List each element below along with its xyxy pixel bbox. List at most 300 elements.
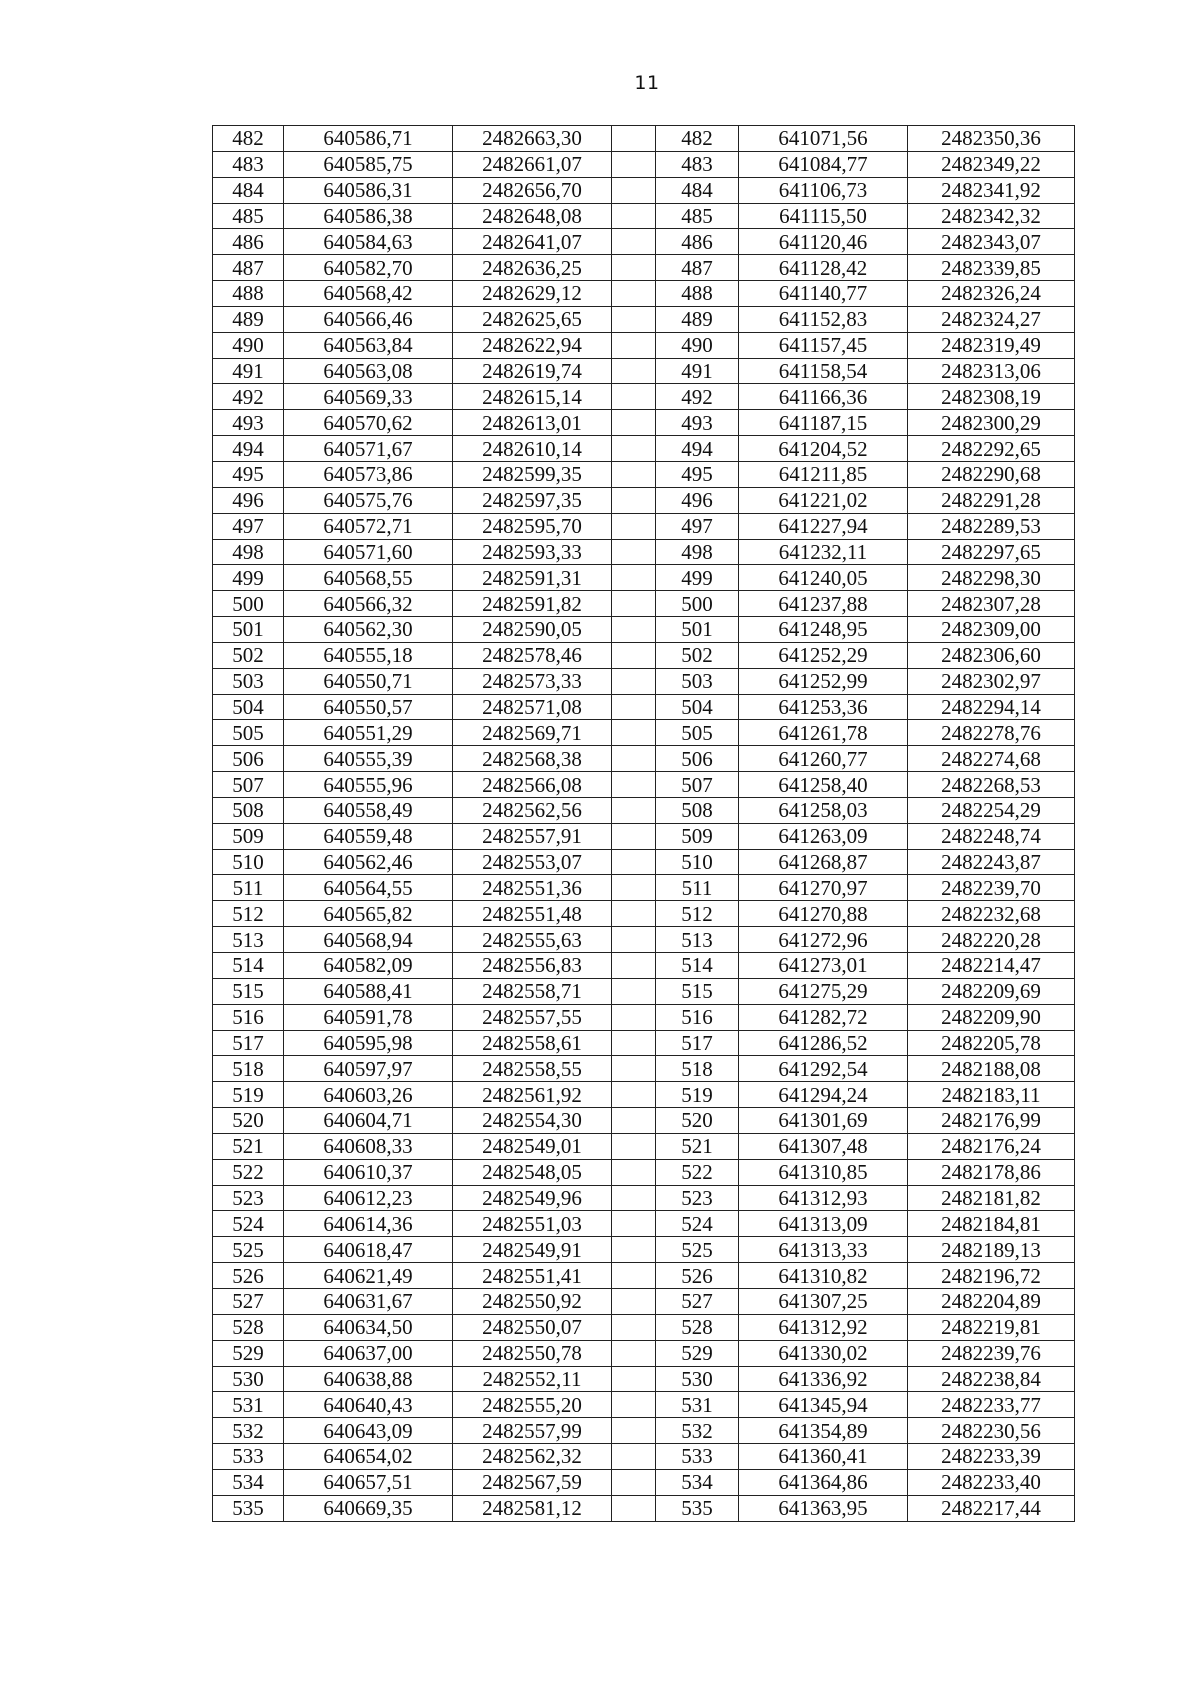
table-row (213, 1418, 1075, 1444)
right-point-number: 531 (656, 1392, 739, 1418)
right-point-number: 523 (656, 1185, 739, 1211)
spacer-cell (612, 539, 656, 565)
table-row (213, 1108, 1075, 1134)
left-x-coordinate: 640572,71 (284, 513, 453, 539)
right-y-coordinate: 2482308,19 (908, 384, 1075, 410)
left-y-coordinate: 2482590,05 (453, 617, 612, 643)
table-row (213, 1082, 1075, 1108)
right-point-number: 525 (656, 1237, 739, 1263)
table-row (213, 953, 1075, 979)
right-x-coordinate: 641313,33 (739, 1237, 908, 1263)
left-x-coordinate: 640550,57 (284, 694, 453, 720)
spacer-cell (612, 1340, 656, 1366)
left-x-coordinate: 640669,35 (284, 1495, 453, 1521)
spacer-cell (612, 1108, 656, 1134)
left-point-number: 532 (213, 1418, 284, 1444)
right-point-number: 489 (656, 306, 739, 332)
left-point-number: 488 (213, 281, 284, 307)
left-x-coordinate: 640614,36 (284, 1211, 453, 1237)
left-y-coordinate: 2482554,30 (453, 1108, 612, 1134)
right-y-coordinate: 2482248,74 (908, 823, 1075, 849)
right-x-coordinate: 641157,45 (739, 332, 908, 358)
left-point-number: 506 (213, 746, 284, 772)
left-y-coordinate: 2482619,74 (453, 358, 612, 384)
right-point-number: 503 (656, 668, 739, 694)
right-y-coordinate: 2482239,76 (908, 1340, 1075, 1366)
spacer-cell (612, 177, 656, 203)
table-row (213, 358, 1075, 384)
spacer-cell (612, 1469, 656, 1495)
right-x-coordinate: 641106,73 (739, 177, 908, 203)
left-x-coordinate: 640555,18 (284, 642, 453, 668)
right-x-coordinate: 641312,93 (739, 1185, 908, 1211)
right-x-coordinate: 641252,99 (739, 668, 908, 694)
left-x-coordinate: 640631,67 (284, 1288, 453, 1314)
table-row (213, 1392, 1075, 1418)
right-x-coordinate: 641237,88 (739, 591, 908, 617)
left-x-coordinate: 640569,33 (284, 384, 453, 410)
left-x-coordinate: 640573,86 (284, 461, 453, 487)
left-x-coordinate: 640634,50 (284, 1314, 453, 1340)
right-y-coordinate: 2482217,44 (908, 1495, 1075, 1521)
spacer-cell (612, 772, 656, 798)
spacer-cell (612, 1004, 656, 1030)
left-x-coordinate: 640568,94 (284, 927, 453, 953)
right-point-number: 505 (656, 720, 739, 746)
table-row (213, 436, 1075, 462)
spacer-cell (612, 746, 656, 772)
left-y-coordinate: 2482566,08 (453, 772, 612, 798)
spacer-cell (612, 306, 656, 332)
left-y-coordinate: 2482648,08 (453, 203, 612, 229)
left-point-number: 516 (213, 1004, 284, 1030)
table-row (213, 1237, 1075, 1263)
right-x-coordinate: 641258,03 (739, 797, 908, 823)
right-x-coordinate: 641273,01 (739, 953, 908, 979)
table-row (213, 229, 1075, 255)
right-y-coordinate: 2482184,81 (908, 1211, 1075, 1237)
left-point-number: 503 (213, 668, 284, 694)
left-point-number: 502 (213, 642, 284, 668)
right-point-number: 504 (656, 694, 739, 720)
left-x-coordinate: 640638,88 (284, 1366, 453, 1392)
table-row (213, 746, 1075, 772)
table-row (213, 1366, 1075, 1392)
right-y-coordinate: 2482254,29 (908, 797, 1075, 823)
right-point-number: 492 (656, 384, 739, 410)
table-row (213, 823, 1075, 849)
right-y-coordinate: 2482239,70 (908, 875, 1075, 901)
spacer-cell (612, 720, 656, 746)
left-y-coordinate: 2482555,20 (453, 1392, 612, 1418)
left-y-coordinate: 2482549,91 (453, 1237, 612, 1263)
right-y-coordinate: 2482309,00 (908, 617, 1075, 643)
right-y-coordinate: 2482307,28 (908, 591, 1075, 617)
left-x-coordinate: 640563,84 (284, 332, 453, 358)
right-point-number: 526 (656, 1263, 739, 1289)
spacer-cell (612, 358, 656, 384)
left-x-coordinate: 640586,71 (284, 126, 453, 152)
right-point-number: 521 (656, 1133, 739, 1159)
spacer-cell (612, 436, 656, 462)
left-y-coordinate: 2482622,94 (453, 332, 612, 358)
left-y-coordinate: 2482636,25 (453, 255, 612, 281)
spacer-cell (612, 797, 656, 823)
right-point-number: 488 (656, 281, 739, 307)
right-x-coordinate: 641115,50 (739, 203, 908, 229)
right-y-coordinate: 2482176,24 (908, 1133, 1075, 1159)
left-y-coordinate: 2482573,33 (453, 668, 612, 694)
right-x-coordinate: 641260,77 (739, 746, 908, 772)
right-x-coordinate: 641227,94 (739, 513, 908, 539)
left-x-coordinate: 640575,76 (284, 487, 453, 513)
left-x-coordinate: 640637,00 (284, 1340, 453, 1366)
spacer-cell (612, 875, 656, 901)
right-y-coordinate: 2482343,07 (908, 229, 1075, 255)
left-x-coordinate: 640566,32 (284, 591, 453, 617)
spacer-cell (612, 255, 656, 281)
left-point-number: 508 (213, 797, 284, 823)
table-row (213, 151, 1075, 177)
coordinates-table (212, 125, 1075, 1522)
table-row (213, 1030, 1075, 1056)
right-x-coordinate: 641211,85 (739, 461, 908, 487)
right-x-coordinate: 641312,92 (739, 1314, 908, 1340)
right-x-coordinate: 641221,02 (739, 487, 908, 513)
left-x-coordinate: 640565,82 (284, 901, 453, 927)
right-point-number: 497 (656, 513, 739, 539)
right-x-coordinate: 641310,82 (739, 1263, 908, 1289)
left-point-number: 528 (213, 1314, 284, 1340)
spacer-cell (612, 1288, 656, 1314)
spacer-cell (612, 927, 656, 953)
left-point-number: 514 (213, 953, 284, 979)
left-x-coordinate: 640571,67 (284, 436, 453, 462)
table-row (213, 720, 1075, 746)
left-x-coordinate: 640604,71 (284, 1108, 453, 1134)
left-y-coordinate: 2482555,63 (453, 927, 612, 953)
left-x-coordinate: 640586,38 (284, 203, 453, 229)
right-x-coordinate: 641294,24 (739, 1082, 908, 1108)
table-row (213, 642, 1075, 668)
right-point-number: 506 (656, 746, 739, 772)
right-point-number: 518 (656, 1056, 739, 1082)
right-point-number: 535 (656, 1495, 739, 1521)
right-point-number: 495 (656, 461, 739, 487)
left-x-coordinate: 640562,30 (284, 617, 453, 643)
right-y-coordinate: 2482209,69 (908, 978, 1075, 1004)
left-y-coordinate: 2482562,32 (453, 1444, 612, 1470)
left-x-coordinate: 640562,46 (284, 849, 453, 875)
spacer-cell (612, 1237, 656, 1263)
right-y-coordinate: 2482306,60 (908, 642, 1075, 668)
right-x-coordinate: 641261,78 (739, 720, 908, 746)
left-x-coordinate: 640566,46 (284, 306, 453, 332)
left-x-coordinate: 640640,43 (284, 1392, 453, 1418)
right-point-number: 508 (656, 797, 739, 823)
right-y-coordinate: 2482278,76 (908, 720, 1075, 746)
spacer-cell (612, 1392, 656, 1418)
right-y-coordinate: 2482291,28 (908, 487, 1075, 513)
left-x-coordinate: 640608,33 (284, 1133, 453, 1159)
right-x-coordinate: 641313,09 (739, 1211, 908, 1237)
right-y-coordinate: 2482233,40 (908, 1469, 1075, 1495)
right-x-coordinate: 641307,48 (739, 1133, 908, 1159)
right-point-number: 487 (656, 255, 739, 281)
right-point-number: 515 (656, 978, 739, 1004)
left-y-coordinate: 2482558,61 (453, 1030, 612, 1056)
left-x-coordinate: 640558,49 (284, 797, 453, 823)
coordinates-table-body (213, 126, 1075, 1522)
left-y-coordinate: 2482558,55 (453, 1056, 612, 1082)
right-y-coordinate: 2482268,53 (908, 772, 1075, 798)
right-x-coordinate: 641360,41 (739, 1444, 908, 1470)
left-y-coordinate: 2482578,46 (453, 642, 612, 668)
left-x-coordinate: 640555,96 (284, 772, 453, 798)
left-y-coordinate: 2482552,11 (453, 1366, 612, 1392)
right-point-number: 482 (656, 126, 739, 152)
left-x-coordinate: 640582,70 (284, 255, 453, 281)
spacer-cell (612, 1133, 656, 1159)
left-y-coordinate: 2482549,96 (453, 1185, 612, 1211)
left-point-number: 531 (213, 1392, 284, 1418)
right-y-coordinate: 2482274,68 (908, 746, 1075, 772)
table-row (213, 384, 1075, 410)
spacer-cell (612, 1418, 656, 1444)
table-row (213, 410, 1075, 436)
right-y-coordinate: 2482230,56 (908, 1418, 1075, 1444)
spacer-cell (612, 1366, 656, 1392)
left-point-number: 487 (213, 255, 284, 281)
table-row (213, 591, 1075, 617)
right-x-coordinate: 641282,72 (739, 1004, 908, 1030)
left-point-number: 517 (213, 1030, 284, 1056)
right-y-coordinate: 2482319,49 (908, 332, 1075, 358)
table-row (213, 487, 1075, 513)
spacer-cell (612, 229, 656, 255)
spacer-cell (612, 151, 656, 177)
left-y-coordinate: 2482591,82 (453, 591, 612, 617)
table-row (213, 1185, 1075, 1211)
left-y-coordinate: 2482661,07 (453, 151, 612, 177)
table-row (213, 1263, 1075, 1289)
left-y-coordinate: 2482550,92 (453, 1288, 612, 1314)
right-y-coordinate: 2482233,77 (908, 1392, 1075, 1418)
right-y-coordinate: 2482205,78 (908, 1030, 1075, 1056)
spacer-cell (612, 694, 656, 720)
spacer-cell (612, 1263, 656, 1289)
left-x-coordinate: 640550,71 (284, 668, 453, 694)
spacer-cell (612, 203, 656, 229)
right-y-coordinate: 2482289,53 (908, 513, 1075, 539)
right-point-number: 529 (656, 1340, 739, 1366)
left-x-coordinate: 640555,39 (284, 746, 453, 772)
right-point-number: 499 (656, 565, 739, 591)
table-row (213, 849, 1075, 875)
spacer-cell (612, 978, 656, 1004)
left-point-number: 524 (213, 1211, 284, 1237)
left-point-number: 518 (213, 1056, 284, 1082)
left-y-coordinate: 2482571,08 (453, 694, 612, 720)
spacer-cell (612, 1056, 656, 1082)
right-point-number: 490 (656, 332, 739, 358)
table-row (213, 901, 1075, 927)
left-point-number: 504 (213, 694, 284, 720)
right-x-coordinate: 641336,92 (739, 1366, 908, 1392)
left-x-coordinate: 640563,08 (284, 358, 453, 384)
right-point-number: 496 (656, 487, 739, 513)
right-y-coordinate: 2482243,87 (908, 849, 1075, 875)
right-y-coordinate: 2482302,97 (908, 668, 1075, 694)
table-row (213, 1211, 1075, 1237)
right-x-coordinate: 641240,05 (739, 565, 908, 591)
left-point-number: 509 (213, 823, 284, 849)
table-row (213, 875, 1075, 901)
right-point-number: 493 (656, 410, 739, 436)
left-point-number: 489 (213, 306, 284, 332)
right-x-coordinate: 641363,95 (739, 1495, 908, 1521)
right-point-number: 484 (656, 177, 739, 203)
right-x-coordinate: 641152,83 (739, 306, 908, 332)
right-x-coordinate: 641253,36 (739, 694, 908, 720)
right-y-coordinate: 2482339,85 (908, 255, 1075, 281)
right-point-number: 514 (656, 953, 739, 979)
table-row (213, 306, 1075, 332)
spacer-cell (612, 1185, 656, 1211)
table-row (213, 513, 1075, 539)
table-row (213, 617, 1075, 643)
left-point-number: 510 (213, 849, 284, 875)
right-x-coordinate: 641232,11 (739, 539, 908, 565)
left-x-coordinate: 640657,51 (284, 1469, 453, 1495)
right-point-number: 500 (656, 591, 739, 617)
left-point-number: 513 (213, 927, 284, 953)
left-point-number: 507 (213, 772, 284, 798)
table-row (213, 1133, 1075, 1159)
right-y-coordinate: 2482209,90 (908, 1004, 1075, 1030)
right-y-coordinate: 2482233,39 (908, 1444, 1075, 1470)
left-x-coordinate: 640586,31 (284, 177, 453, 203)
spacer-cell (612, 1444, 656, 1470)
left-y-coordinate: 2482557,91 (453, 823, 612, 849)
table-row (213, 668, 1075, 694)
spacer-cell (612, 1495, 656, 1521)
spacer-cell (612, 1030, 656, 1056)
right-y-coordinate: 2482232,68 (908, 901, 1075, 927)
spacer-cell (612, 668, 656, 694)
right-x-coordinate: 641071,56 (739, 126, 908, 152)
left-x-coordinate: 640559,48 (284, 823, 453, 849)
right-point-number: 519 (656, 1082, 739, 1108)
right-x-coordinate: 641270,88 (739, 901, 908, 927)
right-y-coordinate: 2482238,84 (908, 1366, 1075, 1392)
spacer-cell (612, 901, 656, 927)
left-point-number: 492 (213, 384, 284, 410)
left-point-number: 511 (213, 875, 284, 901)
left-point-number: 490 (213, 332, 284, 358)
left-point-number: 529 (213, 1340, 284, 1366)
spacer-cell (612, 384, 656, 410)
right-x-coordinate: 641330,02 (739, 1340, 908, 1366)
left-y-coordinate: 2482562,56 (453, 797, 612, 823)
right-y-coordinate: 2482181,82 (908, 1185, 1075, 1211)
left-y-coordinate: 2482610,14 (453, 436, 612, 462)
table-row (213, 694, 1075, 720)
right-y-coordinate: 2482189,13 (908, 1237, 1075, 1263)
spacer-cell (612, 953, 656, 979)
right-y-coordinate: 2482350,36 (908, 126, 1075, 152)
right-y-coordinate: 2482214,47 (908, 953, 1075, 979)
right-x-coordinate: 641345,94 (739, 1392, 908, 1418)
right-point-number: 530 (656, 1366, 739, 1392)
table-row (213, 177, 1075, 203)
left-x-coordinate: 640582,09 (284, 953, 453, 979)
left-point-number: 520 (213, 1108, 284, 1134)
right-y-coordinate: 2482324,27 (908, 306, 1075, 332)
left-x-coordinate: 640610,37 (284, 1159, 453, 1185)
spacer-cell (612, 1314, 656, 1340)
right-x-coordinate: 641084,77 (739, 151, 908, 177)
left-y-coordinate: 2482557,55 (453, 1004, 612, 1030)
right-point-number: 486 (656, 229, 739, 255)
left-point-number: 491 (213, 358, 284, 384)
right-point-number: 524 (656, 1211, 739, 1237)
right-x-coordinate: 641275,29 (739, 978, 908, 1004)
right-y-coordinate: 2482313,06 (908, 358, 1075, 384)
left-y-coordinate: 2482593,33 (453, 539, 612, 565)
table-row (213, 1288, 1075, 1314)
left-y-coordinate: 2482625,65 (453, 306, 612, 332)
spacer-cell (612, 849, 656, 875)
left-y-coordinate: 2482548,05 (453, 1159, 612, 1185)
spacer-cell (612, 617, 656, 643)
left-point-number: 534 (213, 1469, 284, 1495)
left-point-number: 521 (213, 1133, 284, 1159)
left-y-coordinate: 2482595,70 (453, 513, 612, 539)
table-row (213, 772, 1075, 798)
left-x-coordinate: 640588,41 (284, 978, 453, 1004)
left-y-coordinate: 2482556,83 (453, 953, 612, 979)
right-point-number: 522 (656, 1159, 739, 1185)
right-point-number: 513 (656, 927, 739, 953)
right-y-coordinate: 2482341,92 (908, 177, 1075, 203)
right-y-coordinate: 2482219,81 (908, 1314, 1075, 1340)
left-y-coordinate: 2482581,12 (453, 1495, 612, 1521)
right-x-coordinate: 641286,52 (739, 1030, 908, 1056)
left-x-coordinate: 640564,55 (284, 875, 453, 901)
spacer-cell (612, 1082, 656, 1108)
right-point-number: 527 (656, 1288, 739, 1314)
left-point-number: 505 (213, 720, 284, 746)
left-x-coordinate: 640612,23 (284, 1185, 453, 1211)
right-point-number: 516 (656, 1004, 739, 1030)
left-y-coordinate: 2482558,71 (453, 978, 612, 1004)
right-y-coordinate: 2482178,86 (908, 1159, 1075, 1185)
right-x-coordinate: 641292,54 (739, 1056, 908, 1082)
spacer-cell (612, 281, 656, 307)
right-y-coordinate: 2482188,08 (908, 1056, 1075, 1082)
left-y-coordinate: 2482663,30 (453, 126, 612, 152)
right-point-number: 512 (656, 901, 739, 927)
right-x-coordinate: 641272,96 (739, 927, 908, 953)
right-y-coordinate: 2482290,68 (908, 461, 1075, 487)
right-y-coordinate: 2482326,24 (908, 281, 1075, 307)
left-x-coordinate: 640621,49 (284, 1263, 453, 1289)
left-y-coordinate: 2482557,99 (453, 1418, 612, 1444)
left-point-number: 527 (213, 1288, 284, 1314)
left-x-coordinate: 640551,29 (284, 720, 453, 746)
right-point-number: 509 (656, 823, 739, 849)
